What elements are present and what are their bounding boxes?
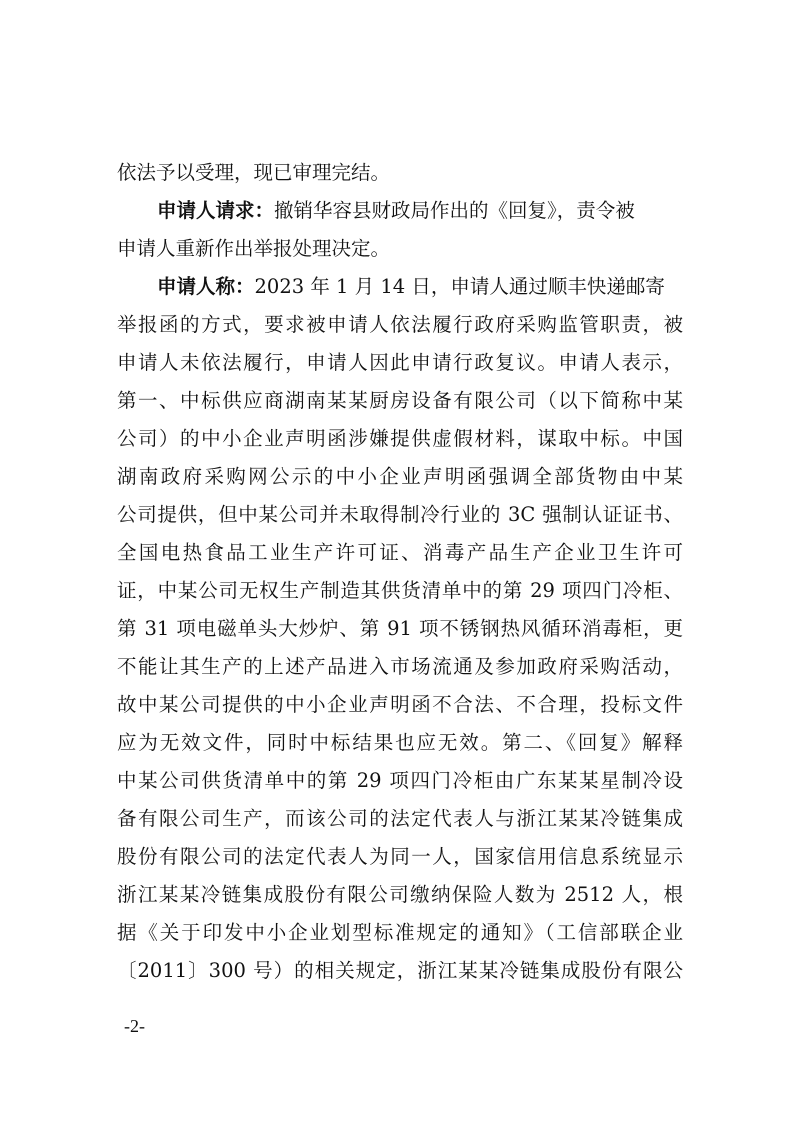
paragraph-3-line: 〔2011〕300 号）的相关规定，浙江某某冷链集成股份有限公 (117, 959, 683, 982)
paragraph-3-line: 湖南政府采购网公示的中小企业声明函强调全部货物由中某 (117, 465, 683, 488)
paragraph-3-line: 第一、中标供应商湖南某某厨房设备有限公司（以下简称中某 (117, 389, 683, 412)
request-text: 撤销华容县财政局作出的《回复》，责令被 (274, 199, 635, 222)
paragraph-3-line: 公司）的中小企业声明函涉嫌提供虚假材料，谋取中标。中国 (117, 427, 683, 450)
claim-label: 申请人称： (157, 275, 255, 298)
body-text (117, 154, 683, 990)
paragraph-1-line-1: 依法予以受理，现已审理完结。 (117, 161, 391, 184)
paragraph-3-line: 据《关于印发中小企业划型标准规定的通知》（工信部联企业 (117, 921, 683, 944)
paragraph-3-line: 申请人未依法履行，申请人因此申请行政复议。申请人表示， (117, 351, 683, 374)
paragraph-3-line: 备有限公司生产，而该公司的法定代表人与浙江某某冷链集成 (117, 807, 683, 830)
paragraph-2-line-1 (117, 192, 683, 230)
paragraph-3-line: 第 31 项电磁单头大炒炉、第 91 项不锈钢热风循环消毒柜，更 (117, 617, 683, 640)
paragraph-3-line: 全国电热食品工业生产许可证、消毒产品生产企业卫生许可 (117, 541, 683, 564)
paragraph-3-line: 中某公司供货清单中的第 29 项四门冷柜由广东某某星制冷设 (117, 769, 683, 792)
paragraph-3-line: 证，中某公司无权生产制造其供货清单中的第 29 项四门冷柜、 (117, 579, 683, 602)
paragraph-3-line: 不能让其生产的上述产品进入市场流通及参加政府采购活动， (117, 655, 683, 678)
request-label: 申请人请求： (157, 199, 275, 222)
paragraph-3-line: 故中某公司提供的中小企业声明函不合法、不合理，投标文件 (117, 693, 683, 716)
paragraph-3-line: 举报函的方式，要求被申请人依法履行政府采购监管职责，被 (117, 313, 683, 336)
claim-text: 2023 年 1 月 14 日，申请人通过顺丰快递邮寄 (254, 275, 665, 298)
paragraph-2-line-2: 申请人重新作出举报处理决定。 (117, 237, 391, 260)
paragraph-3-line: 公司提供，但中某公司并未取得制冷行业的 3C 强制认证证书、 (117, 503, 683, 526)
paragraph-3-line: 应为无效文件，同时中标结果也应无效。第二、《回复》解释 (117, 731, 683, 754)
page-number: -2- (124, 1016, 145, 1036)
paragraph-3-line: 股份有限公司的法定代表人为同一人，国家信用信息系统显示 (117, 845, 683, 868)
paragraph-3-line-1 (117, 268, 683, 306)
paragraph-3-line: 浙江某某冷链集成股份有限公司缴纳保险人数为 2512 人，根 (117, 883, 683, 906)
